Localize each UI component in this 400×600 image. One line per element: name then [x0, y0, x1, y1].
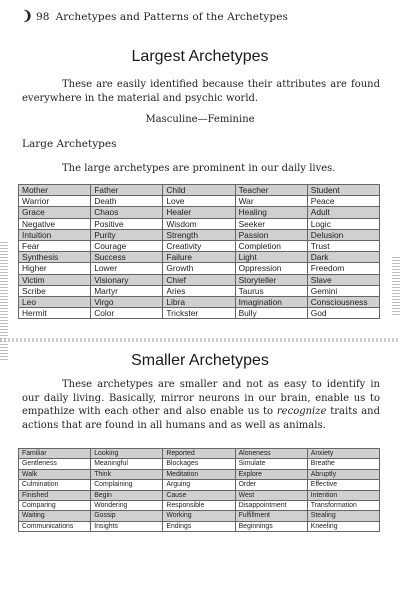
table-cell: Martyr	[91, 285, 163, 296]
table-cell: Walk	[19, 469, 91, 479]
table-cell: Order	[235, 480, 307, 490]
table-cell: Scribe	[19, 285, 91, 296]
table-cell: Victim	[19, 274, 91, 285]
table-cell: Simulate	[235, 459, 307, 469]
table-cell: Beginnings	[235, 521, 307, 531]
table-cell: Passion	[235, 229, 307, 240]
paragraph-text: traits and actions that are found in all humans and as well as animals.	[22, 406, 380, 431]
table-cell: Trust	[307, 241, 379, 252]
table-cell: Gentleness	[19, 459, 91, 469]
table-cell: Higher	[19, 263, 91, 274]
table-row	[19, 263, 380, 274]
table-cell: Anxiety	[307, 449, 379, 459]
table-cell: Purity	[91, 229, 163, 240]
table-cell: Mother	[19, 185, 91, 196]
table-cell: Responsible	[163, 501, 235, 511]
table-cell: Strength	[163, 229, 235, 240]
table-row	[19, 241, 380, 252]
table-cell: Arguing	[163, 480, 235, 490]
masculine-feminine-subheading: Masculine—Feminine	[145, 114, 255, 125]
table-cell: Positive	[91, 218, 163, 229]
table-cell: Breathe	[307, 459, 379, 469]
table-cell: Kneeling	[307, 521, 379, 531]
table-cell: Transformation	[307, 501, 379, 511]
largest-archetypes-title: Largest Archetypes	[131, 48, 269, 65]
table-cell: Growth	[163, 263, 235, 274]
table-cell: Reported	[163, 449, 235, 459]
table-cell: Success	[91, 252, 163, 263]
table-row	[19, 511, 380, 521]
table-cell: Gossip	[91, 511, 163, 521]
table-row	[19, 196, 380, 207]
table-cell: Intuition	[19, 229, 91, 240]
table-cell: Healing	[235, 207, 307, 218]
table-row	[19, 252, 380, 263]
table-cell: Taurus	[235, 285, 307, 296]
smaller-archetypes-title: Smaller Archetypes	[131, 352, 269, 369]
table-row	[19, 297, 380, 308]
table-row	[19, 185, 380, 196]
table-cell: Aries	[163, 285, 235, 296]
table-cell: Hermit	[19, 308, 91, 319]
table-cell: Fulfillment	[235, 511, 307, 521]
table-cell: Peace	[307, 196, 379, 207]
section-separator	[0, 338, 400, 342]
table-cell: Teacher	[235, 185, 307, 196]
table-cell: Death	[91, 196, 163, 207]
table-row	[19, 490, 380, 500]
table-cell: Cause	[163, 490, 235, 500]
smaller-archetypes-table	[18, 448, 380, 532]
table-cell: Consciousness	[307, 297, 379, 308]
table-cell: Lower	[91, 263, 163, 274]
table-cell: Dark	[307, 252, 379, 263]
table-cell: Storyteller	[235, 274, 307, 285]
table-row	[19, 459, 380, 469]
table-cell: Child	[163, 185, 235, 196]
table-cell: Culmination	[19, 480, 91, 490]
table-cell: Abruptly	[307, 469, 379, 479]
table-cell: Grace	[19, 207, 91, 218]
table-cell: Trickster	[163, 308, 235, 319]
table-cell: Stealing	[307, 511, 379, 521]
table-cell: Logic	[307, 218, 379, 229]
table-cell: Light	[235, 252, 307, 263]
table-cell: God	[307, 308, 379, 319]
table-row	[19, 308, 380, 319]
largest-archetypes-paragraph: These are easily identified because their attributes are found everywhere in the material and psychic world.	[22, 79, 380, 104]
table-cell: Adult	[307, 207, 379, 218]
table-cell: Effective	[307, 480, 379, 490]
running-title: Archetypes and Patterns of the Archetypes	[55, 11, 289, 23]
table-row	[19, 218, 380, 229]
table-cell: West	[235, 490, 307, 500]
large-archetypes-table	[18, 184, 380, 319]
paragraph-text: These archetypes are smaller and not as easy to identify in our daily living. Basically, mirror neurons in our brain, enable us to empathize with each other and also enable us to	[22, 379, 380, 418]
table-cell: Wisdom	[163, 218, 235, 229]
chapter-ornament-icon: ❩	[22, 9, 33, 24]
table-cell: Seeker	[235, 218, 307, 229]
table-row	[19, 521, 380, 531]
table-cell: Warrior	[19, 196, 91, 207]
table-cell: Think	[91, 469, 163, 479]
table-cell: Fear	[19, 241, 91, 252]
table-cell: Familiar	[19, 449, 91, 459]
table-cell: Completion	[235, 241, 307, 252]
table-row	[19, 229, 380, 240]
table-cell: Libra	[163, 297, 235, 308]
table-cell: Waiting	[19, 511, 91, 521]
table-row	[19, 207, 380, 218]
large-archetypes-heading: Large Archetypes	[22, 138, 117, 150]
table-cell: Healer	[163, 207, 235, 218]
smaller-archetypes-paragraph	[22, 378, 380, 432]
table-cell: Color	[91, 308, 163, 319]
table-cell: Complaining	[91, 480, 163, 490]
table-cell: Meaningful	[91, 459, 163, 469]
table-cell: Creativity	[163, 241, 235, 252]
table-cell: Looking	[91, 449, 163, 459]
table-cell: Chaos	[91, 207, 163, 218]
page-number: 98	[36, 11, 50, 23]
page-edge-decoration	[0, 240, 8, 360]
running-header	[22, 9, 288, 24]
table-cell: Disappointment	[235, 501, 307, 511]
table-cell: Wondering	[91, 501, 163, 511]
table-cell: Bully	[235, 308, 307, 319]
table-cell: Intention	[307, 490, 379, 500]
page-edge-decoration	[392, 255, 400, 315]
table-cell: Chief	[163, 274, 235, 285]
table-row	[19, 501, 380, 511]
table-cell: Insights	[91, 521, 163, 531]
table-cell: Father	[91, 185, 163, 196]
table-cell: Freedom	[307, 263, 379, 274]
table-cell: Oppression	[235, 263, 307, 274]
table-cell: Failure	[163, 252, 235, 263]
emphasis-text: recognize	[276, 406, 327, 418]
table-cell: Slave	[307, 274, 379, 285]
table-cell: Student	[307, 185, 379, 196]
table-cell: Leo	[19, 297, 91, 308]
table-row	[19, 449, 380, 459]
table-cell: Love	[163, 196, 235, 207]
table-cell: Blockages	[163, 459, 235, 469]
table-cell: Courage	[91, 241, 163, 252]
table-cell: Imagination	[235, 297, 307, 308]
table-cell: Communications	[19, 521, 91, 531]
table-cell: Explore	[235, 469, 307, 479]
table-row	[19, 480, 380, 490]
table-cell: Aloneness	[235, 449, 307, 459]
table-cell: Comparing	[19, 501, 91, 511]
table-cell: Synthesis	[19, 252, 91, 263]
table-row	[19, 285, 380, 296]
table-cell: Virgo	[91, 297, 163, 308]
table-cell: Meditation	[163, 469, 235, 479]
table-cell: Visionary	[91, 274, 163, 285]
table-cell: Finished	[19, 490, 91, 500]
table-row	[19, 274, 380, 285]
table-row	[19, 469, 380, 479]
table-cell: Endings	[163, 521, 235, 531]
table-cell: Negative	[19, 218, 91, 229]
table-cell: Delusion	[307, 229, 379, 240]
large-archetypes-paragraph: The large archetypes are prominent in our daily lives.	[62, 163, 336, 174]
table-cell: Begin	[91, 490, 163, 500]
table-cell: War	[235, 196, 307, 207]
table-cell: Gemini	[307, 285, 379, 296]
table-cell: Working	[163, 511, 235, 521]
